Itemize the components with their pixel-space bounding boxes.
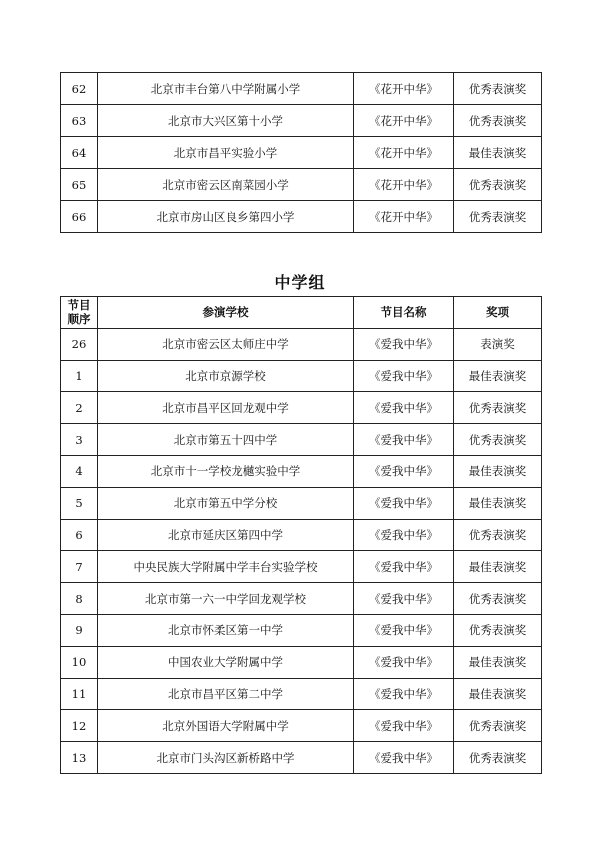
program-cell: 《爱我中华》 <box>354 614 454 646</box>
program-cell: 《爱我中华》 <box>354 328 454 360</box>
table-row <box>61 487 542 519</box>
table-row <box>61 646 542 678</box>
school-cell: 北京市京源学校 <box>98 360 354 392</box>
table-row <box>61 583 542 615</box>
school-cell: 北京市延庆区第四中学 <box>98 519 354 551</box>
award-cell: 优秀表演奖 <box>454 710 542 742</box>
program-cell: 《爱我中华》 <box>354 487 454 519</box>
program-cell: 《爱我中华》 <box>354 678 454 710</box>
school-cell: 中国农业大学附属中学 <box>98 646 354 678</box>
table-row <box>61 360 542 392</box>
seq-cell: 66 <box>61 201 98 233</box>
award-cell: 优秀表演奖 <box>454 424 542 456</box>
school-cell: 北京外国语大学附属中学 <box>98 710 354 742</box>
header-award: 奖项 <box>454 297 542 329</box>
seq-cell: 2 <box>61 392 98 424</box>
main-table-body <box>61 328 542 773</box>
header-program: 节目名称 <box>354 297 454 329</box>
table-row <box>61 424 542 456</box>
award-cell: 优秀表演奖 <box>454 583 542 615</box>
section-title-middle-school: 中学组 <box>274 273 326 292</box>
table-row <box>61 614 542 646</box>
seq-cell: 7 <box>61 551 98 583</box>
table-row <box>61 105 542 137</box>
table-row <box>61 137 542 169</box>
program-cell: 《花开中华》 <box>354 73 454 105</box>
award-cell: 优秀表演奖 <box>454 201 542 233</box>
school-cell: 北京市房山区良乡第四小学 <box>98 201 354 233</box>
seq-cell: 64 <box>61 137 98 169</box>
school-cell: 北京市昌平实验小学 <box>98 137 354 169</box>
table-header-row <box>61 297 542 329</box>
award-cell: 表演奖 <box>454 328 542 360</box>
table-row <box>61 551 542 583</box>
seq-cell: 13 <box>61 742 98 774</box>
header-school: 参演学校 <box>98 297 354 329</box>
seq-cell: 65 <box>61 169 98 201</box>
table-row <box>61 328 542 360</box>
table-row <box>61 519 542 551</box>
award-cell: 最佳表演奖 <box>454 646 542 678</box>
award-cell: 优秀表演奖 <box>454 169 542 201</box>
seq-cell: 26 <box>61 328 98 360</box>
program-cell: 《爱我中华》 <box>354 742 454 774</box>
program-cell: 《花开中华》 <box>354 137 454 169</box>
program-cell: 《爱我中华》 <box>354 360 454 392</box>
program-cell: 《爱我中华》 <box>354 424 454 456</box>
seq-cell: 3 <box>61 424 98 456</box>
seq-cell: 8 <box>61 583 98 615</box>
award-cell: 最佳表演奖 <box>454 137 542 169</box>
award-cell: 优秀表演奖 <box>454 519 542 551</box>
school-cell: 北京市大兴区第十小学 <box>98 105 354 137</box>
seq-cell: 5 <box>61 487 98 519</box>
award-cell: 优秀表演奖 <box>454 742 542 774</box>
table-row <box>61 392 542 424</box>
program-cell: 《爱我中华》 <box>354 710 454 742</box>
seq-cell: 4 <box>61 455 98 487</box>
school-cell: 北京市第五中学分校 <box>98 487 354 519</box>
school-cell: 北京市密云区南菜园小学 <box>98 169 354 201</box>
program-cell: 《爱我中华》 <box>354 551 454 583</box>
middle-school-table <box>60 296 542 774</box>
award-cell: 优秀表演奖 <box>454 105 542 137</box>
program-cell: 《爱我中华》 <box>354 519 454 551</box>
school-cell: 北京市昌平区回龙观中学 <box>98 392 354 424</box>
school-cell: 北京市第一六一中学回龙观学校 <box>98 583 354 615</box>
seq-cell: 62 <box>61 73 98 105</box>
table-row <box>61 169 542 201</box>
school-cell: 中央民族大学附属中学丰台实验学校 <box>98 551 354 583</box>
table-row <box>61 742 542 774</box>
program-cell: 《爱我中华》 <box>354 646 454 678</box>
award-cell: 优秀表演奖 <box>454 73 542 105</box>
program-cell: 《爱我中华》 <box>354 583 454 615</box>
program-cell: 《爱我中华》 <box>354 455 454 487</box>
school-cell: 北京市怀柔区第一中学 <box>98 614 354 646</box>
top-table-body <box>61 73 542 233</box>
table-row <box>61 73 542 105</box>
seq-cell: 10 <box>61 646 98 678</box>
header-seq-line1: 节目 <box>67 298 91 313</box>
header-seq-line2: 顺序 <box>67 312 91 327</box>
award-cell: 优秀表演奖 <box>454 392 542 424</box>
school-cell: 北京市第五十四中学 <box>98 424 354 456</box>
school-cell: 北京市丰台第八中学附属小学 <box>98 73 354 105</box>
seq-cell: 11 <box>61 678 98 710</box>
program-cell: 《花开中华》 <box>354 105 454 137</box>
seq-cell: 1 <box>61 360 98 392</box>
seq-cell: 6 <box>61 519 98 551</box>
school-cell: 北京市密云区太师庄中学 <box>98 328 354 360</box>
seq-cell: 63 <box>61 105 98 137</box>
award-cell: 最佳表演奖 <box>454 360 542 392</box>
seq-cell: 12 <box>61 710 98 742</box>
award-cell: 最佳表演奖 <box>454 455 542 487</box>
program-cell: 《爱我中华》 <box>354 392 454 424</box>
program-cell: 《花开中华》 <box>354 201 454 233</box>
award-cell: 优秀表演奖 <box>454 614 542 646</box>
school-cell: 北京市十一学校龙樾实验中学 <box>98 455 354 487</box>
school-cell: 北京市昌平区第二中学 <box>98 678 354 710</box>
table-row <box>61 710 542 742</box>
table-row <box>61 678 542 710</box>
award-cell: 最佳表演奖 <box>454 487 542 519</box>
school-cell: 北京市门头沟区新桥路中学 <box>98 742 354 774</box>
program-cell: 《花开中华》 <box>354 169 454 201</box>
award-cell: 最佳表演奖 <box>454 678 542 710</box>
primary-group-table-continued <box>60 72 542 233</box>
table-row <box>61 201 542 233</box>
header-seq <box>61 297 98 329</box>
table-row <box>61 455 542 487</box>
seq-cell: 9 <box>61 614 98 646</box>
award-cell: 最佳表演奖 <box>454 551 542 583</box>
